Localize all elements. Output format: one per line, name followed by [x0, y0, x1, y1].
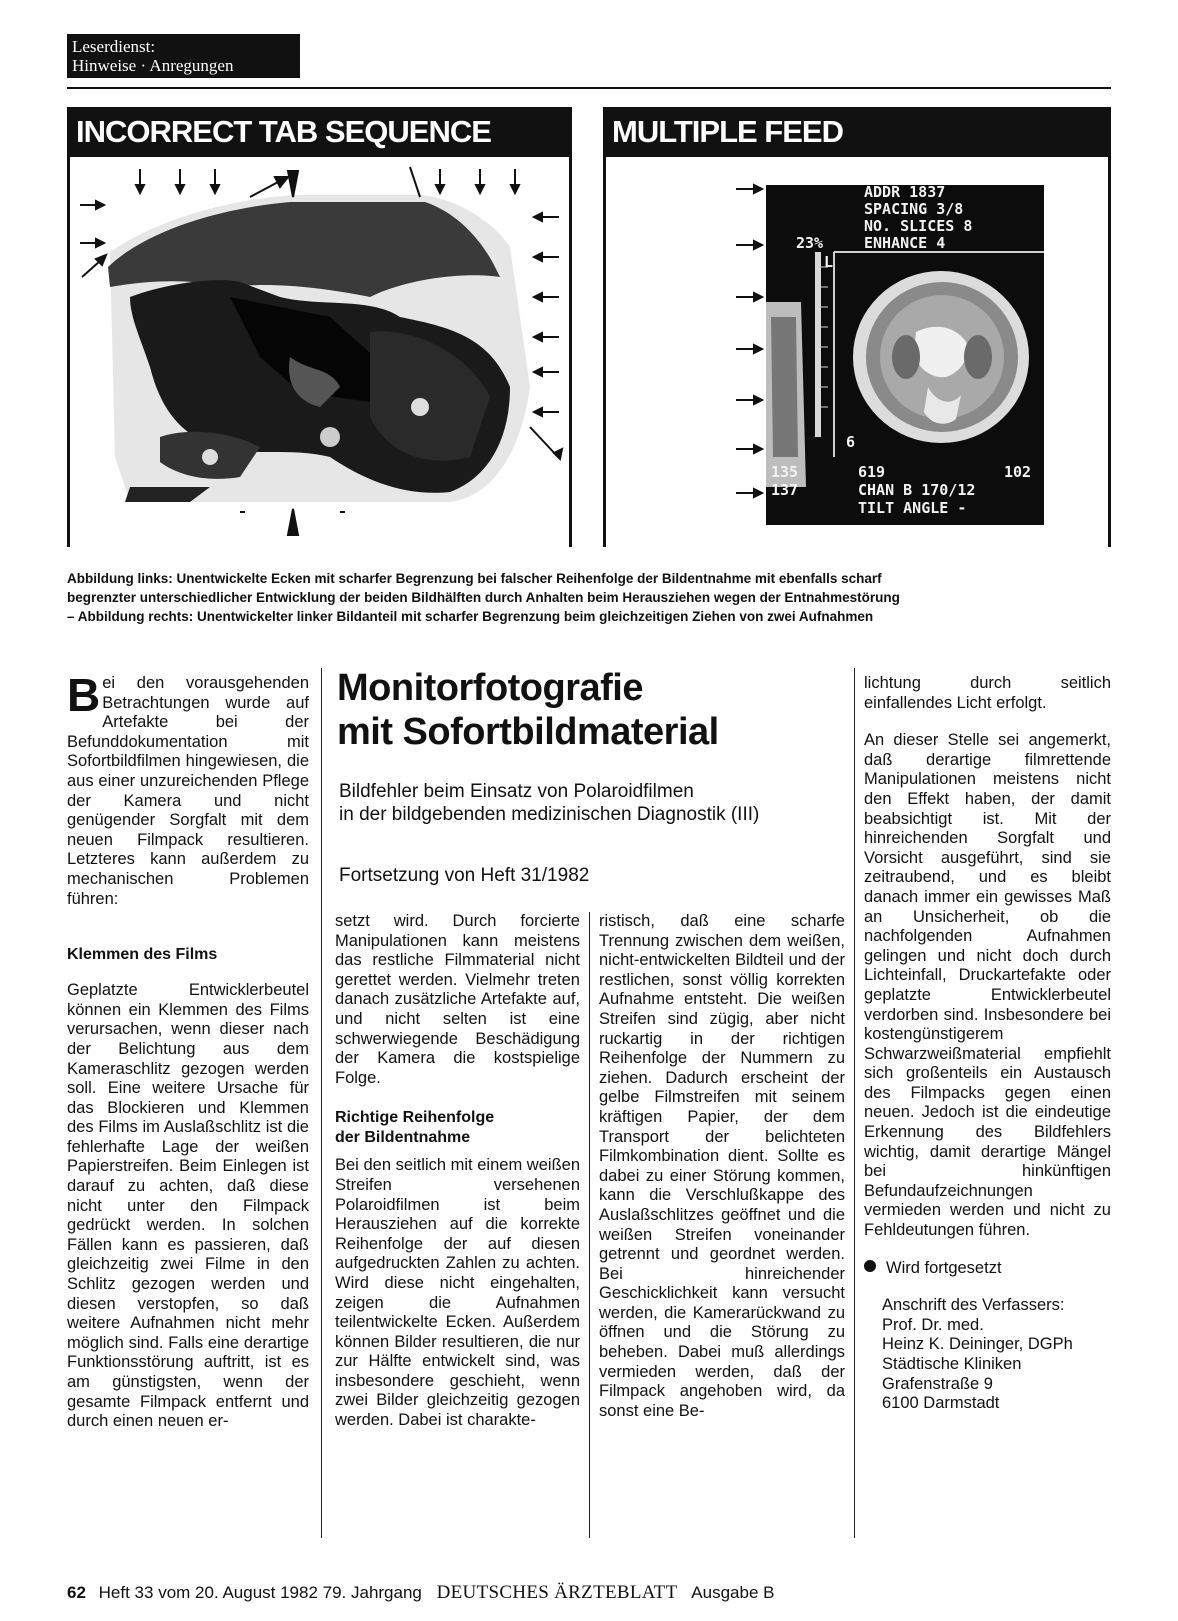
figure-left-image [70, 157, 569, 547]
figure-incorrect-tab-sequence [67, 107, 572, 547]
top-rule [67, 87, 1111, 89]
monitor-value-mid: 619 [858, 463, 886, 481]
ct-monitor-image-right [606, 157, 1108, 547]
address-line4: Grafenstraße 9 [882, 1374, 993, 1393]
column-3 [599, 912, 845, 1421]
section-tag-line1: Leserdienst: [72, 37, 156, 56]
figure-multiple-feed [603, 107, 1111, 547]
article-title-line2: mit Sofortbildmaterial [337, 711, 719, 753]
section-tag [67, 34, 300, 78]
caption-line1: Abbildung links: Unentwickelte Ecken mit scharfer Begrenzung bei falscher Reihenfolge der Bildentnahme mit ebenfalls scharf [67, 571, 882, 586]
monitor-value-right: 102 [1004, 463, 1032, 481]
issue-info: Heft 33 vom 20. August 1982 79. Jahrgang [98, 1583, 422, 1602]
figure-right-image [606, 157, 1108, 547]
article-subtitle-line2: in der bildgebenden medizinischen Diagnostik (III) [339, 804, 760, 825]
author-address [864, 1296, 1111, 1414]
continued-from: Fortsetzung von Heft 31/1982 [339, 865, 590, 886]
address-label: Anschrift des Verfassers: [882, 1296, 1065, 1315]
monitor-line2: SPACING 3/8 [864, 200, 964, 218]
intro-text: ei den vorausgehenden Betrachtungen wurde auf Artefakte bei der Befunddokumentation mit Sofortbildfilmen hingewiesen, die aus einer unzureichenden Pflege der Kamera und nicht genügender Sorgfalt mit dem neuen Filmpack resultieren. Letzteres kann außerdem zu mechanischen Problemen führen: [67, 674, 309, 908]
caption-line2: begrenzter unterschiedlicher Entwicklung der beiden Bildhälften durch Anhalten beim Herausziehen wegen der Entnahmestörung [67, 590, 900, 605]
column-rule-3 [854, 668, 855, 1538]
subhead-reihenfolge-line2: der Bildentnahme [335, 1129, 471, 1147]
article-subtitle-line1: Bildfehler beim Einsatz von Polaroidfilmen [339, 781, 694, 802]
paragraph-anmerkung: An dieser Stelle sei angemerkt, daß derartige filmrettende Manipulationen meistens nicht den Effekt haben, der damit beabsichtigt ist. Mit der hinreichenden Sorgfalt und Vorsicht ausgeführt, sind sie zeitraubend, und es bleibt danach immer ein gewisses Maß an Unsicherheit, ob die nachfolgenden Aufnahmen gelingen und nicht doch durch Lichteinfall, Druckartefakte oder geplatzte Entwicklerbeutel verdorben sind. Insbesondere bei kostengünstigerem Schwarzweißmaterial empfiehlt sich großenteils ein Austausch des Filmpacks gegen einen neuen. Jedoch ist die eindeutige Erkennung des Bildfehlers wichtig, damit derartige Mängel bei hinkünftigen Befundaufzeichnungen vermieden werden und nicht zu Fehldeutungen führen. [864, 731, 1111, 1240]
monitor-value-left1: 135 [771, 463, 799, 481]
address-line5: 6100 Darmstadt [882, 1394, 1000, 1413]
caption-line3: – Abbildung rechts: Unentwickelter linker Bildanteil mit scharfer Begrenzung beim gleichzeitigen Ziehen von zwei Aufnahmen [67, 609, 874, 624]
article-title [337, 666, 847, 754]
address-line1: Prof. Dr. med. [882, 1315, 984, 1334]
monitor-zoom: 23% [796, 234, 824, 252]
bullet-icon [864, 1260, 876, 1272]
intro-paragraph [67, 669, 309, 909]
paragraph-charakteristisch: ristisch, daß eine scharfe Trennung zwischen dem weißen, nicht-entwickelten Bildteil und der restlichen, sonst völlig korrekten Aufnahme entsteht. Die weißen Streifen sind zügig, aber nicht ruckartig in der richtigen Reihenfolge der Nummern zu ziehen. Dadurch erscheint der gelbe Filmstreifen mit seinem kräftigen Papier, der dem Transport der belichteten Filmkombination dient. Sollte es dabei zu einer Störung kommen, kann die Verschlußkappe des Auslaßschlitzes geöffnet und die weißen Streifen voneinander getrennt und geordnet werden. Bei hinreichender Geschicklichkeit kann versucht werden, die Kamerarückwand zu öffnen und die Störung zu beheben. Dabei muß allerdings vermieden werden, daß der Filmpack angehoben wird, da sonst eine Be- [599, 912, 845, 1420]
monitor-chan: CHAN B 170/12 [858, 481, 976, 499]
figure-caption [67, 569, 1111, 626]
column-rule-1 [321, 668, 322, 1538]
subhead-reihenfolge-line1: Richtige Reihenfolge [335, 1109, 495, 1127]
page-number: 62 [67, 1583, 86, 1602]
paragraph-reihenfolge: Bei den seitlich mit einem weißen Streifen versehenen Polaroidfilmen ist beim Herausziehen auf die korrekte Reihenfolge der auf diesen aufgedruckten Zahlen zu achten. Wird diese nicht eingehalten, zeigen die Aufnahmen teilentwickelte Ecken. Außerdem können Bilder resultieren, die nur zur Hälfte entwickelt sind, was insbesondere geschieht, wenn zwei Bilder gleichzeitig gezogen werden. Dabei ist charakte- [335, 1156, 580, 1430]
monitor-line1: ADDR 1837 [864, 183, 946, 201]
continued-note-text: Wird fortgesetzt [886, 1258, 1002, 1277]
article-subtitle [339, 780, 849, 826]
article-title-line1: Monitorfotografie [337, 667, 644, 709]
section-tag-line2: Hinweise · Anregungen [72, 56, 234, 75]
figure-left-title: INCORRECT TAB SEQUENCE [70, 107, 569, 157]
journal-name: DEUTSCHES ÄRZTEBLATT [436, 1582, 678, 1603]
monitor-line3: NO. SLICES 8 [864, 217, 973, 235]
monitor-marker-l: L [824, 253, 834, 271]
edition: Ausgabe B [691, 1583, 775, 1602]
page-footer [67, 1582, 1111, 1604]
address-line3: Städtische Kliniken [882, 1355, 1022, 1373]
column-4 [864, 674, 1111, 1414]
monitor-marker-6: 6 [846, 433, 856, 451]
monitor-tilt: TILT ANGLE - [858, 499, 967, 517]
address-line2: Heinz K. Deininger, DGPh [882, 1335, 1073, 1354]
paragraph-klemmen: Geplatzte Entwicklerbeutel können ein Klemmen des Films verursachen, wenn dieser nach der Belichtung aus dem Kameraschlitz gezogen werden soll. Eine weitere Ursache für das Blockieren und Klemmen des Films im Auslaßschlitz ist die fehlerhafte Lage der weißen Papierstreifen. Beim Einlegen ist darauf zu achten, daß diese nicht unter den Filmpack gedrückt werden. In solchen Fällen kann es passieren, daß gleichzeitig zwei Filme in den Schlitz gezogen werden und diesen verstopfen, so daß weitere Aufnahmen nicht mehr möglich sind. Falls eine derartige Funktionsstörung auftritt, ist es am günstigsten, wenn der gesamte Filmpack entfernt und durch einen neuen er- [67, 981, 309, 1431]
paragraph-forcierte: setzt wird. Durch forcierte Manipulationen kann meistens das restliche Filmmaterial nicht gerettet werden. Vielmehr treten danach zusätzliche Artefakte auf, und nicht selten ist eine schwerwiegende Beschädigung der Kamera die kostspielige Folge. [335, 912, 580, 1087]
monitor-line4: ENHANCE 4 [864, 234, 946, 252]
dropcap: B [67, 669, 101, 721]
paragraph-belichtung: lichtung durch seitlich einfallendes Licht erfolgt. [864, 674, 1111, 712]
monitor-value-left2: 137 [771, 481, 799, 499]
figure-right-title: MULTIPLE FEED [606, 107, 1108, 157]
column-rule-2 [589, 912, 590, 1538]
subhead-klemmen: Klemmen des Films [67, 946, 218, 964]
polaroid-artifact-image-left [70, 157, 569, 547]
column-2 [335, 912, 580, 1431]
subhead-reihenfolge [335, 1108, 580, 1148]
column-1 [67, 669, 309, 1432]
continued-note [864, 1259, 1111, 1279]
